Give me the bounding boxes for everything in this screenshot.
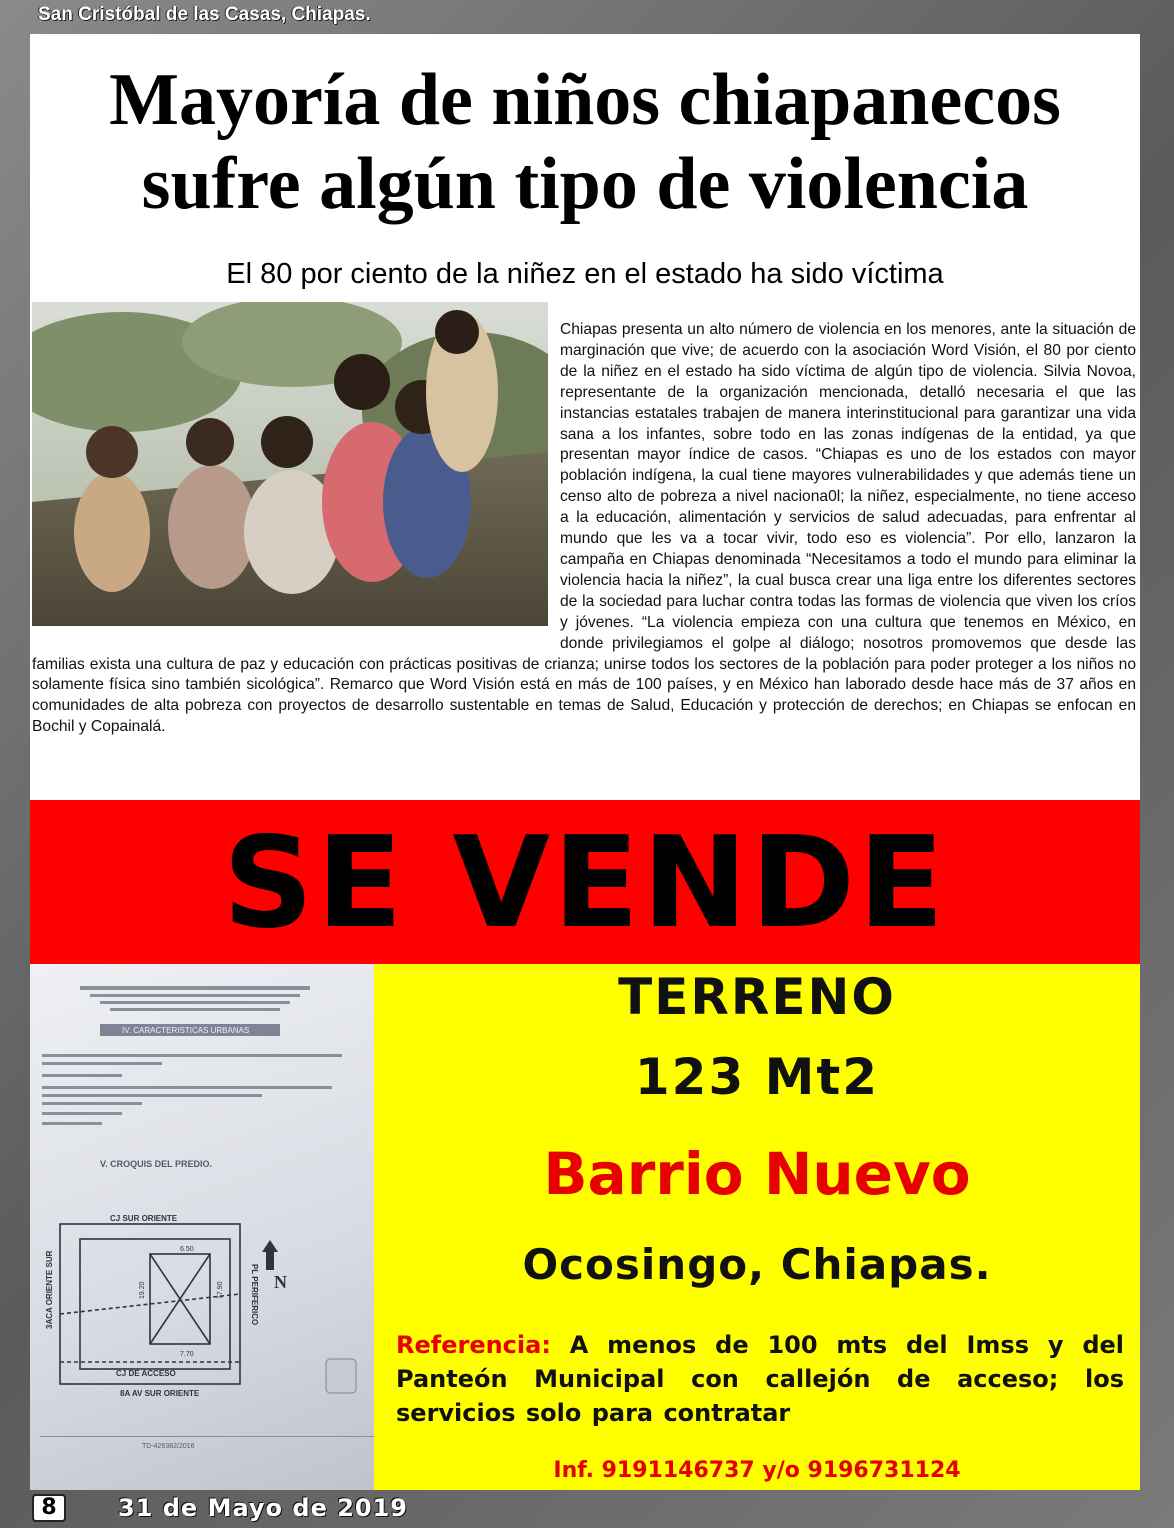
north-arrow-icon — [262, 1240, 278, 1270]
property-document-photo — [30, 964, 374, 1490]
newspaper-page — [30, 34, 1140, 1490]
ad-title: SE VENDE — [222, 809, 948, 956]
doc-dim-bottom: 7.70 — [180, 1351, 194, 1358]
page-number: 8 — [32, 1494, 66, 1522]
ad-line-size: 123 Mt2 — [634, 1048, 880, 1106]
doc-street-access: CJ DE ACCESO — [116, 1369, 176, 1378]
article-subheadline: El 80 por ciento de la niñez en el estado ha sido víctima — [226, 258, 944, 290]
article-body — [32, 320, 1136, 738]
issue-date: 31 de Mayo de 2019 — [118, 1494, 409, 1522]
headline-line-1: Mayoría de niños chiapanecos — [109, 59, 1061, 141]
ad-reference — [396, 1328, 1124, 1430]
photo-float-space — [32, 320, 560, 652]
ad-yellow-panel — [374, 964, 1140, 1490]
ad-red-banner — [30, 800, 1140, 964]
doc-street-bottom: 8A AV SUR ORIENTE — [120, 1389, 200, 1398]
doc-street-right: PL PERIFERICO — [250, 1264, 259, 1326]
doc-number: TD-426382/2016 — [142, 1443, 195, 1450]
ad-contact: Inf. 9191146737 y/o 9196731124 — [553, 1458, 961, 1483]
doc-street-top: CJ SUR ORIENTE — [110, 1214, 178, 1223]
article-headline — [30, 58, 1140, 226]
doc-north-label: N — [274, 1272, 287, 1292]
property-sketch — [30, 964, 374, 1490]
header-location: San Cristóbal de las Casas, Chiapas. — [38, 4, 371, 25]
ad-line-terreno: TERRENO — [618, 968, 896, 1026]
doc-dim-top: 6.50 — [180, 1246, 194, 1253]
classified-ad — [30, 800, 1140, 1490]
doc-section-4: IV. CARACTERISTICAS URBANAS — [122, 1026, 250, 1035]
doc-street-left: 3ACA ORIENTE SUR — [45, 1250, 54, 1329]
ad-reference-text: A menos de 100 mts del Imss y del Panteón Municipal con callejón de acceso; los servicios solo para contratar — [396, 1331, 1125, 1427]
ad-line-neighborhood: Barrio Nuevo — [543, 1140, 971, 1208]
doc-dim-left: 19.20 — [139, 1281, 146, 1299]
doc-section-5: V. CROQUIS DEL PREDIO. — [100, 1159, 213, 1169]
headline-line-2: sufre algún tipo de violencia — [141, 143, 1029, 225]
article-text: Chiapas presenta un alto número de violencia en los menores, ante la situación de marginación que vive; de acuerdo con la asociación Word Visión, el 80 por ciento de la niñez en el estado ha sido víctima de algún tipo de violencia. Silvia Novoa, representante de la organización mencionada, detalló necesaria el que las instancias estatales trabajen de manera interinstitucional para garantizar una vida sana a los infantes, sobre todo en las zonas indígenas de la entidad, ya que presentan mayor índice de casos. “Chiapas es uno de los estados con mayor población indígena, la cual tiene mayores vulnerabilidades y que además tiene un censo alto de pobreza a nivel naciona0l; la niñez, especialmente, no tiene acceso a la educación, alimentación y servicios de salud adecuadas, para enfrentar al mundo que les va a tocar vivir, todo eso es violencia”. Por ello, lanzaron la campaña en Chiapas denominada “Necesitamos a todo el mundo para eliminar la violencia hacia la niñez”, la cual busca crear una liga entre los diferentes sectores de la sociedad para luchar contra todas las formas de violencia que viven los críos y jóvenes. “La violencia empieza con una cultura que tenemos en México, en donde privilegiamos el golpe al diálogo; nosotros promovemos que desde las familias exista una cultura de paz y educación con prácticas positivas de crianza; unirse todos los sectores de la población para poder proteger a los niños no solamente física sino también sicológica”. Remarco que Word Visión está en más de 100 países, y en México han laborado desde hace más de 37 años en comunidades de alta pobreza con proyectos de desarrollo sustentable en temas de Salud, Educación y protección de derechos; en Chiapas se enfocan en Bochil y Copainalá. — [32, 321, 1136, 736]
ad-reference-label: Referencia: — [396, 1331, 551, 1359]
ad-line-city: Ocosingo, Chiapas. — [522, 1240, 992, 1289]
doc-dim-right: 17.90 — [217, 1281, 224, 1299]
seal-icon — [326, 1359, 356, 1393]
